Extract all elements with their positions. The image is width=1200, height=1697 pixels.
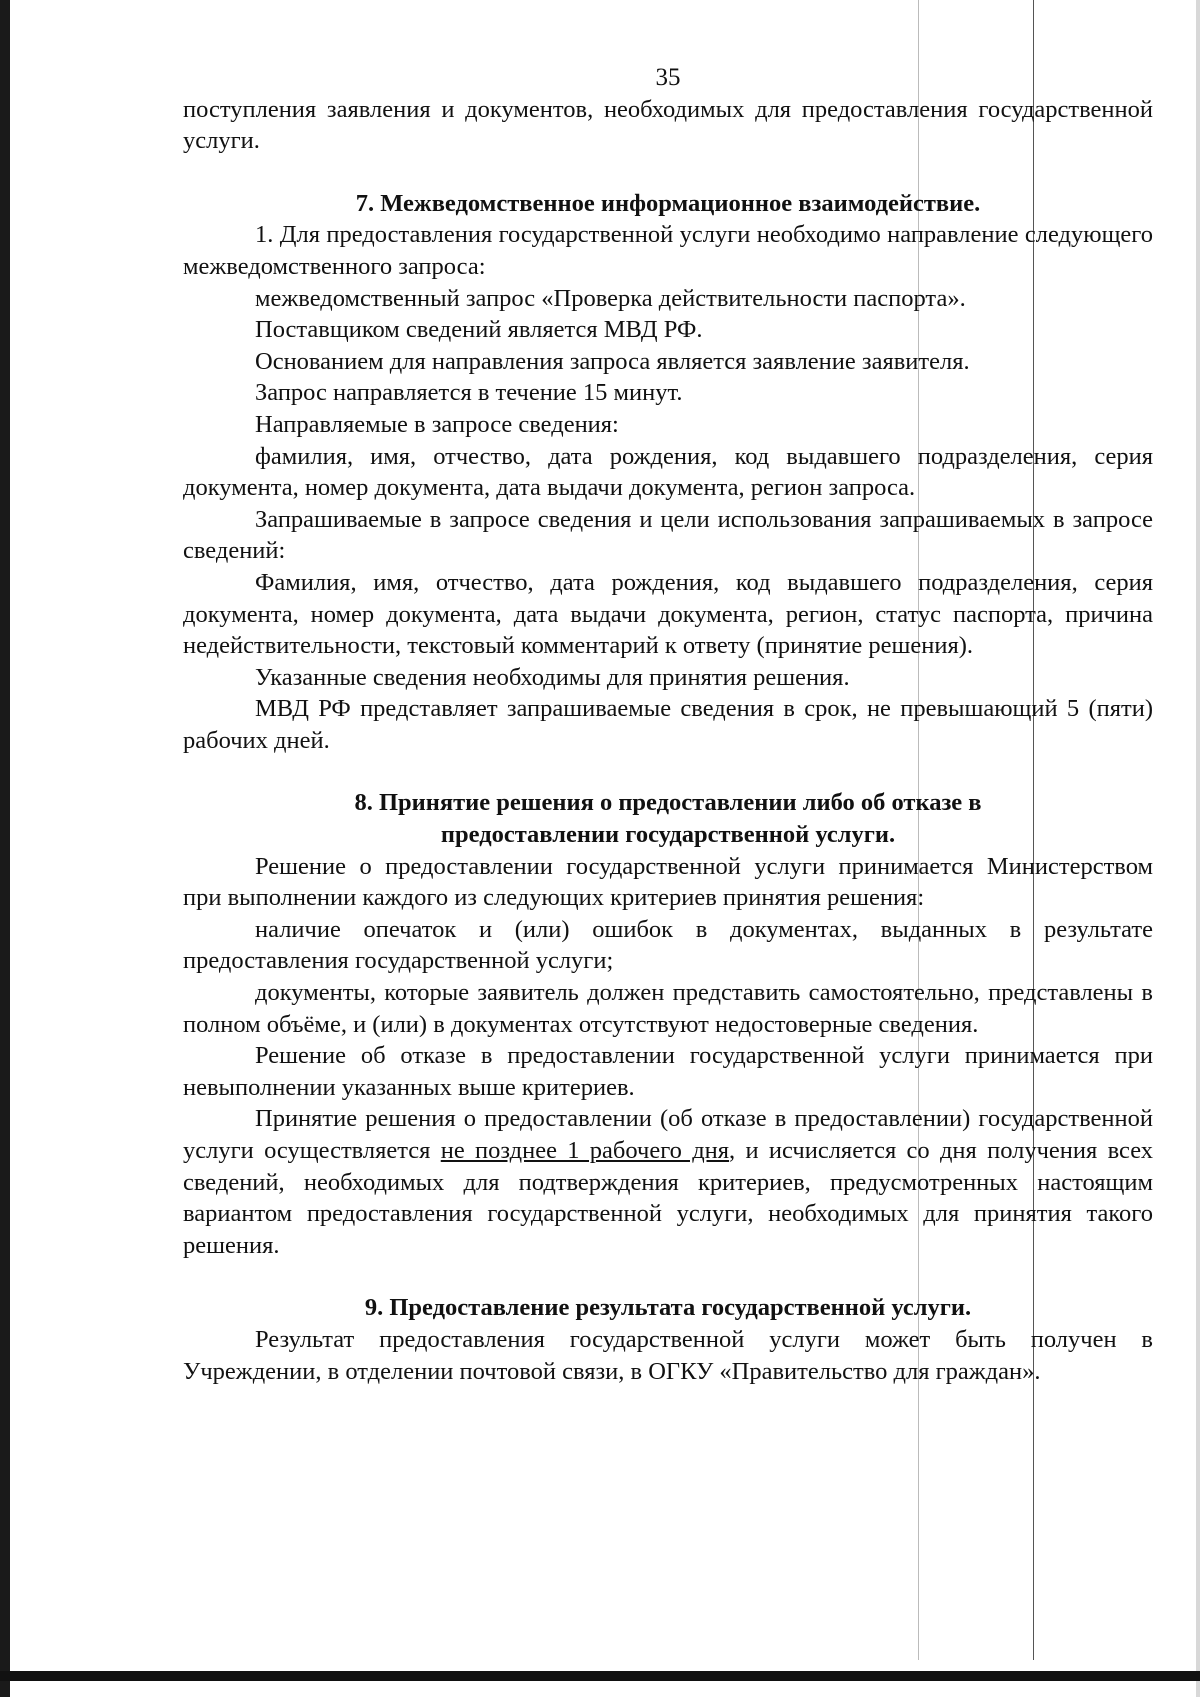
section-gap [183, 1261, 1153, 1292]
section-7-paragraph: Запрашиваемые в запросе сведения и цели использования запрашиваемых в запросе сведений: [183, 505, 1153, 565]
deadline-underlined-term: не позднее 1 рабочего дня [440, 1137, 730, 1164]
section-7-paragraph: Фамилия, имя, отчество, дата рождения, код выдавшего подразделения, серия документа, номер документа, дата выдачи документа, регион, статус паспорта, причина недействительности, текстовый комментарий к ответу (принятие решения). [183, 568, 1153, 660]
section-9-title: 9. Предоставление результата государственной услуги. [364, 1294, 972, 1322]
section-7-paragraph: Основанием для направления запроса является заявление заявителя. [255, 347, 970, 375]
deadline-text-after: , и исчисляется со дня получения всех сведений, необходимых для подтверждения критериев, предусмотренных настоящим вариантом предоставления государственной услуги, необходимых для принятия такого решения. [183, 1137, 1153, 1259]
section-8-paragraph: наличие опечаток и (или) ошибок в документах, выданных в результате предоставления государственной услуги; [183, 915, 1153, 975]
section-7-paragraph: межведомственный запрос «Проверка действительности паспорта». [255, 284, 966, 312]
document-page [183, 62, 1153, 1387]
scan-border-right [1196, 0, 1200, 1697]
intro-paragraph: поступления заявления и документов, необходимых для предоставления государственной услуги. [183, 95, 1153, 155]
section-8-title-line2: предоставлении государственной услуги. [440, 821, 896, 849]
section-gap [183, 157, 1153, 188]
section-8-paragraph: Решение об отказе в предоставлении государственной услуги принимается при невыполнении указанных выше критериев. [183, 1042, 1153, 1101]
section-8-paragraph: Решение о предоставлении государственной услуги принимается Министерством при выполнении каждого из следующих критериев принятия решения: [183, 852, 1153, 912]
section-7-paragraph: Направляемые в запросе сведения: [255, 410, 619, 438]
page-number: 35 [655, 64, 681, 91]
section-9-paragraph: Результат предоставления государственной услуги может быть получен в Учреждении, в отделении почтовой связи, в ОГКУ «Правительство для граждан». [183, 1325, 1153, 1385]
section-8-paragraph: документы, которые заявитель должен представить самостоятельно, представлены в полном объёме, и (или) в документах отсутствуют недостоверные сведения. [183, 979, 1153, 1038]
section-7-paragraph: МВД РФ представляет запрашиваемые сведения в срок, не превышающий 5 (пяти) рабочих дней. [183, 695, 1153, 754]
scan-border-bottom [0, 1671, 1200, 1681]
section-7-paragraph: Поставщиком сведений является МВД РФ. [255, 316, 703, 344]
section-7-paragraph: 1. Для предоставления государственной услуги необходимо направление следующего межведомственного запроса: [183, 221, 1153, 280]
section-8-deadline-paragraph [183, 1103, 1153, 1261]
section-gap [183, 756, 1153, 787]
section-7-paragraph: Указанные сведения необходимы для принятия решения. [255, 663, 850, 691]
section-7-paragraph: фамилия, имя, отчество, дата рождения, код выдавшего подразделения, серия документа, номер документа, дата выдачи документа, регион запроса. [183, 442, 1153, 502]
section-8-title [183, 787, 1153, 850]
section-7-title: 7. Межведомственное информационное взаимодействие. [355, 189, 981, 217]
deadline-text-before: Принятие решения о предоставлении (об отказе в предоставлении) государственной услуги осуществляется [183, 1105, 1153, 1164]
scan-border-left [0, 0, 10, 1697]
section-7-paragraph: Запрос направляется в течение 15 минут. [255, 379, 683, 407]
section-8-title-line1: 8. Принятие решения о предоставлении либо об отказе в [354, 789, 982, 817]
